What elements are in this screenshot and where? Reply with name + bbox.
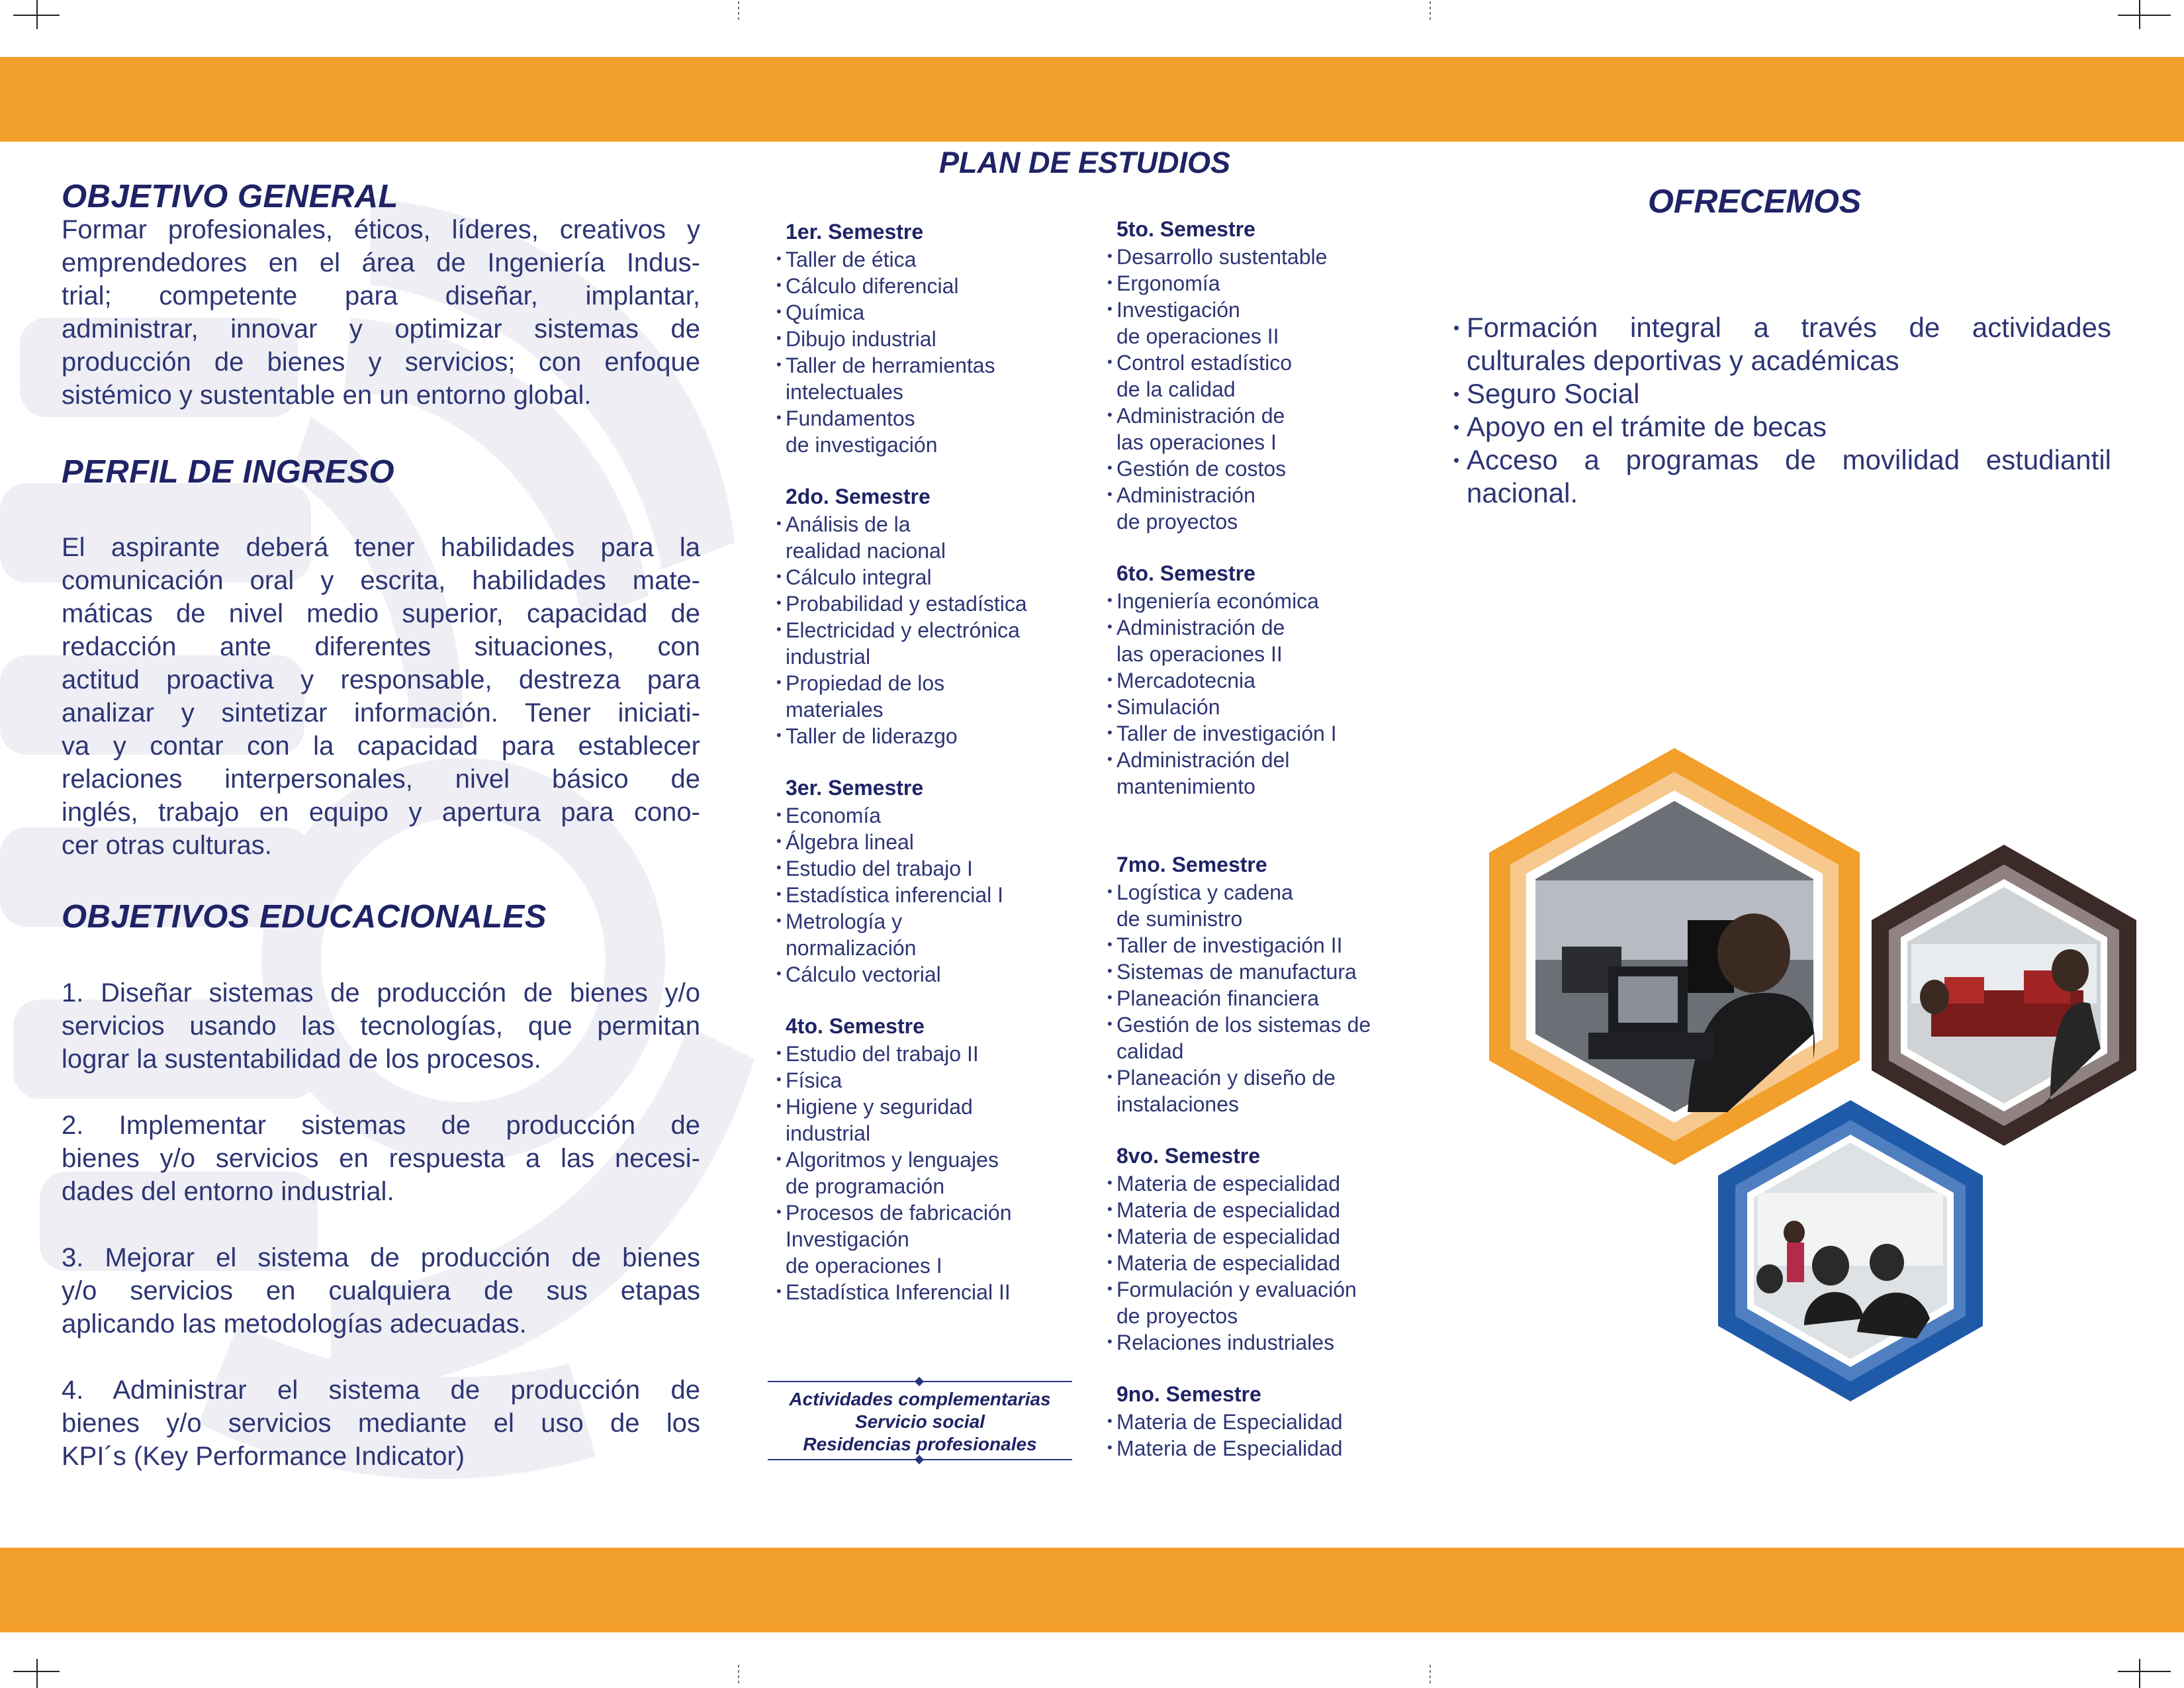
subject-item: Cálculo integral: [786, 565, 932, 589]
subject-item: instalaciones: [1116, 1092, 1239, 1116]
subject-item: Estudio del trabajo II: [786, 1042, 979, 1066]
bullet-icon: •: [1107, 1254, 1113, 1270]
subject-item: Desarrollo sustentable: [1116, 245, 1328, 269]
perfil-line: inglés, trabajo en equipo y apertura para cono-: [62, 798, 700, 827]
subject-item: Planeación financiera: [1116, 986, 1319, 1010]
subject-item: las operaciones I: [1116, 430, 1277, 454]
subject-item: normalización: [786, 936, 917, 960]
bullet-icon: •: [776, 621, 782, 637]
subject-item: industrial: [786, 1121, 871, 1145]
subject-item: Electricidad y electrónica: [786, 618, 1020, 642]
bullet-icon: •: [776, 1283, 782, 1299]
objetivo-educacional-line: 2. Implementar sistemas de producción de: [62, 1111, 700, 1140]
bullet-icon: •: [776, 303, 782, 320]
bullet-icon: •: [776, 250, 782, 267]
objetivo-educacional-line: 3. Mejorar el sistema de producción de bienes: [62, 1243, 700, 1272]
bullet-icon: •: [776, 965, 782, 982]
bullet-icon: •: [1453, 318, 1460, 338]
subject-item: Materia de Especialidad: [1116, 1436, 1343, 1460]
semester-heading: 7mo. Semestre: [1116, 853, 1267, 876]
bullet-icon: •: [776, 1098, 782, 1114]
subject-item: materiales: [786, 698, 884, 722]
bullet-icon: •: [1107, 301, 1113, 317]
bullet-icon: •: [776, 277, 782, 293]
bullet-icon: •: [1107, 1280, 1113, 1297]
bullet-icon: •: [1107, 883, 1113, 900]
subject-item: Investigación: [1116, 298, 1240, 322]
objetivo-educacional-item: [62, 1241, 700, 1340]
subject-item: Cálculo diferencial: [786, 274, 959, 298]
subject-item: Propiedad de los: [786, 671, 945, 695]
objetivo-educacional-line: bienes y/o servicios mediante el uso de los: [62, 1409, 700, 1438]
crop-mark: [2118, 1671, 2171, 1672]
objetivo-educacional-line: servicios usando las tecnologías, que permitan: [62, 1011, 700, 1041]
bullet-icon: •: [1107, 936, 1113, 953]
subject-item: Ingeniería económica: [1116, 589, 1319, 613]
subject-item: Control estadístico: [1116, 351, 1293, 375]
subject-item: Química: [786, 301, 865, 324]
bullet-icon: •: [776, 515, 782, 532]
subject-item: Estadística Inferencial II: [786, 1280, 1011, 1304]
ofrecemos-item: nacional.: [1467, 477, 1578, 508]
subject-item: Formulación y evaluación: [1116, 1278, 1357, 1301]
bullet-icon: •: [1107, 962, 1113, 979]
subject-item: Relaciones industriales: [1116, 1331, 1335, 1354]
subject-item: Mercadotecnia: [1116, 669, 1255, 692]
subject-item: Análisis de la: [786, 512, 911, 536]
bullet-icon: •: [1107, 989, 1113, 1006]
plan-estudios-title: PLAN DE ESTUDIOS: [938, 146, 1231, 179]
ofrecemos-item: culturales deportivas y académicas: [1467, 345, 1899, 376]
perfil-line: redacción ante diferentes situaciones, con: [62, 632, 700, 661]
subject-item: Física: [786, 1068, 842, 1092]
bullet-icon: •: [1107, 274, 1113, 291]
subject-item: Administración: [1116, 483, 1255, 507]
crop-mark: [2139, 1659, 2140, 1688]
subject-item: intelectuales: [786, 380, 903, 404]
perfil-line: máticas de nivel medio superior, capacidad de: [62, 599, 700, 628]
semester-heading: 4to. Semestre: [786, 1014, 925, 1038]
subject-item: Algoritmos y lenguajes: [786, 1148, 999, 1172]
objetivo-line: trial; competente para diseñar, implantar,: [62, 281, 700, 310]
perfil-line: relaciones interpersonales, nivel básico de: [62, 765, 700, 794]
fold-mark: [1430, 1665, 1431, 1685]
bullet-icon: •: [776, 727, 782, 743]
subject-item: Administración de: [1116, 616, 1285, 639]
semester-heading: 2do. Semestre: [786, 485, 931, 508]
subject-item: Materia de especialidad: [1116, 1198, 1340, 1222]
objetivo-educacional-line: aplicando las metodologías adecuadas.: [62, 1309, 527, 1338]
bullet-icon: •: [1107, 671, 1113, 688]
bullet-icon: •: [776, 674, 782, 690]
subject-item: Taller de investigación II: [1116, 933, 1343, 957]
ofrecemos-item: Formación integral a través de actividades: [1467, 312, 2111, 343]
crop-mark: [2118, 15, 2171, 16]
subject-item: Gestión de costos: [1116, 457, 1287, 481]
subject-item: de la calidad: [1116, 377, 1236, 401]
bullet-icon: •: [1107, 406, 1113, 423]
objetivo-educacional-line: dades del entorno industrial.: [62, 1177, 394, 1206]
perfil-line: va y contar con la capacidad para establecer: [62, 731, 700, 761]
ofrecemos-title: OFRECEMOS: [1648, 183, 1862, 220]
bullet-icon: •: [1107, 248, 1113, 264]
bullet-icon: •: [1107, 698, 1113, 714]
crop-mark: [36, 1659, 38, 1688]
perfil-ingreso-title: PERFIL DE INGRESO: [62, 454, 395, 490]
perfil-line: cer otras culturas.: [62, 831, 272, 860]
objetivos-educacionales-title: OBJETIVOS EDUCACIONALES: [62, 899, 547, 935]
bullet-icon: •: [776, 1071, 782, 1088]
subject-item: Estadística inferencial I: [786, 883, 1004, 907]
subject-item: Investigación: [786, 1227, 909, 1251]
bullet-icon: •: [1107, 1413, 1113, 1429]
subject-item: Materia de especialidad: [1116, 1172, 1340, 1196]
subject-item: mantenimiento: [1116, 774, 1255, 798]
fold-mark: [738, 1665, 739, 1685]
bullet-icon: •: [1453, 417, 1460, 437]
objetivo-educacional-item: [62, 1109, 700, 1208]
bullet-icon: •: [776, 1203, 782, 1220]
ofrecemos-item: Seguro Social: [1467, 378, 1640, 409]
objetivo-educacional-line: KPI´s (Key Performance Indicator): [62, 1442, 465, 1471]
bullet-icon: •: [1107, 751, 1113, 767]
bullet-icon: •: [1107, 592, 1113, 608]
subject-item: Metrología y: [786, 910, 903, 933]
crop-mark: [2139, 0, 2140, 29]
objetivo-line: Formar profesionales, éticos, líderes, creativos y: [62, 215, 700, 244]
semester-heading: 3er. Semestre: [786, 776, 924, 800]
crop-mark: [36, 0, 38, 29]
subject-item: Logística y cadena: [1116, 880, 1293, 904]
bullet-icon: •: [776, 912, 782, 929]
footer-band: [0, 1548, 2184, 1632]
subject-item: Simulación: [1116, 695, 1220, 719]
semester-heading: 9no. Semestre: [1116, 1382, 1261, 1406]
diamond-ornament: [915, 1377, 924, 1386]
bullet-icon: •: [1107, 618, 1113, 635]
subject-item: Economía: [786, 804, 882, 827]
extras-item: Actividades complementarias: [789, 1389, 1051, 1409]
subject-item: calidad: [1116, 1039, 1184, 1063]
fold-mark: [738, 1, 739, 21]
hexagon-photo-classroom: [1718, 1100, 1983, 1401]
objetivo-educacional-line: 4. Administrar el sistema de producción de: [62, 1376, 700, 1405]
subject-item: Probabilidad y estadística: [786, 592, 1027, 616]
objetivo-educacional-item: [62, 1374, 700, 1473]
subject-item: Estudio del trabajo I: [786, 857, 973, 880]
bullet-icon: •: [1107, 353, 1113, 370]
perfil-line: comunicación oral y escrita, habilidades mate-: [62, 566, 700, 595]
subject-item: Gestión de los sistemas de: [1116, 1013, 1371, 1037]
bullet-icon: •: [1453, 450, 1460, 470]
semester-heading: 5to. Semestre: [1116, 217, 1255, 241]
perfil-line: analizar y sintetizar información. Tener iniciati-: [62, 698, 700, 727]
bullet-icon: •: [776, 806, 782, 823]
semester-heading: 8vo. Semestre: [1116, 1144, 1261, 1168]
bullet-icon: •: [776, 356, 782, 373]
subject-item: Procesos de fabricación: [786, 1201, 1012, 1225]
perfil-line: actitud proactiva y responsable, destreza para: [62, 665, 700, 694]
subject-item: Materia de especialidad: [1116, 1225, 1340, 1248]
bullet-icon: •: [1107, 1439, 1113, 1456]
subject-item: Álgebra lineal: [786, 830, 914, 854]
bullet-icon: •: [1453, 384, 1460, 404]
bullet-icon: •: [776, 568, 782, 585]
subject-item: Dibujo industrial: [786, 327, 936, 351]
objetivo-educacional-item: [62, 976, 700, 1076]
subject-item: Higiene y seguridad: [786, 1095, 973, 1119]
objetivo-general-text: [62, 213, 700, 412]
bullet-icon: •: [1107, 1015, 1113, 1032]
subject-item: Administración del: [1116, 748, 1290, 772]
subject-item: Administración de: [1116, 404, 1285, 428]
subject-item: industrial: [786, 645, 871, 669]
bullet-icon: •: [776, 886, 782, 902]
subject-item: de suministro: [1116, 907, 1243, 931]
bullet-icon: •: [1107, 1174, 1113, 1191]
bullet-icon: •: [1107, 459, 1113, 476]
objetivo-educacional-line: 1. Diseñar sistemas de producción de bienes y/o: [62, 978, 700, 1008]
extras-item: Residencias profesionales: [803, 1434, 1037, 1454]
objetivo-general-title: OBJETIVO GENERAL: [62, 179, 398, 214]
objetivo-line: sistémico y sustentable en un entorno global.: [62, 381, 592, 410]
subject-item: Ergonomía: [1116, 271, 1220, 295]
objetivo-educacional-line: bienes y/o servicios en respuesta a las necesi-: [62, 1144, 700, 1173]
diamond-ornament: [915, 1455, 924, 1464]
ofrecemos-item: Acceso a programas de movilidad estudiantil: [1467, 444, 2111, 475]
bullet-icon: •: [776, 1045, 782, 1061]
subject-item: Materia de especialidad: [1116, 1251, 1340, 1275]
subject-item: de programación: [786, 1174, 945, 1198]
subject-item: las operaciones II: [1116, 642, 1283, 666]
bullet-icon: •: [1107, 486, 1113, 502]
subject-item: de proyectos: [1116, 1304, 1238, 1328]
objetivo-line: producción de bienes y servicios; con enfoque: [62, 348, 700, 377]
subject-item: Taller de herramientas: [786, 353, 995, 377]
semester-heading: 6to. Semestre: [1116, 561, 1255, 585]
perfil-line: El aspirante deberá tener habilidades para la: [62, 533, 700, 562]
subject-item: Sistemas de manufactura: [1116, 960, 1357, 984]
subject-item: Cálculo vectorial: [786, 962, 941, 986]
subject-item: Taller de ética: [786, 248, 917, 271]
bullet-icon: •: [1107, 1068, 1113, 1085]
subject-item: de investigación: [786, 433, 938, 457]
bullet-icon: •: [776, 409, 782, 426]
subject-item: realidad nacional: [786, 539, 946, 563]
bullet-icon: •: [776, 859, 782, 876]
bullet-icon: •: [776, 330, 782, 346]
semester-heading: 1er. Semestre: [786, 220, 924, 244]
extras-item: Servicio social: [854, 1411, 985, 1432]
objetivo-educacional-line: lograr la sustentabilidad de los procesos.: [62, 1045, 541, 1074]
bullet-icon: •: [1107, 1201, 1113, 1217]
header-band: [0, 57, 2184, 142]
objetivo-line: emprendedores en el área de Ingeniería Indus-: [62, 248, 700, 277]
bullet-icon: •: [776, 594, 782, 611]
subject-item: de operaciones II: [1116, 324, 1279, 348]
fold-mark: [1430, 1, 1431, 21]
subject-item: de operaciones I: [786, 1254, 942, 1278]
bullet-icon: •: [1107, 724, 1113, 741]
ofrecemos-item: Apoyo en el trámite de becas: [1467, 411, 1827, 442]
subject-item: de proyectos: [1116, 510, 1238, 534]
subject-item: Fundamentos: [786, 406, 915, 430]
subject-item: Taller de investigación I: [1116, 722, 1337, 745]
objetivo-educacional-line: y/o servicios en cualquiera de sus etapas: [62, 1276, 700, 1305]
subject-item: Materia de Especialidad: [1116, 1410, 1343, 1434]
subject-item: Planeación y diseño de: [1116, 1066, 1336, 1090]
bullet-icon: •: [1107, 1333, 1113, 1350]
bullet-icon: •: [776, 833, 782, 849]
bullet-icon: •: [776, 1150, 782, 1167]
perfil-ingreso-text: [62, 531, 700, 862]
subject-item: Taller de liderazgo: [786, 724, 958, 748]
objetivo-line: administrar, innovar y optimizar sistemas de: [62, 314, 700, 344]
bullet-icon: •: [1107, 1227, 1113, 1244]
